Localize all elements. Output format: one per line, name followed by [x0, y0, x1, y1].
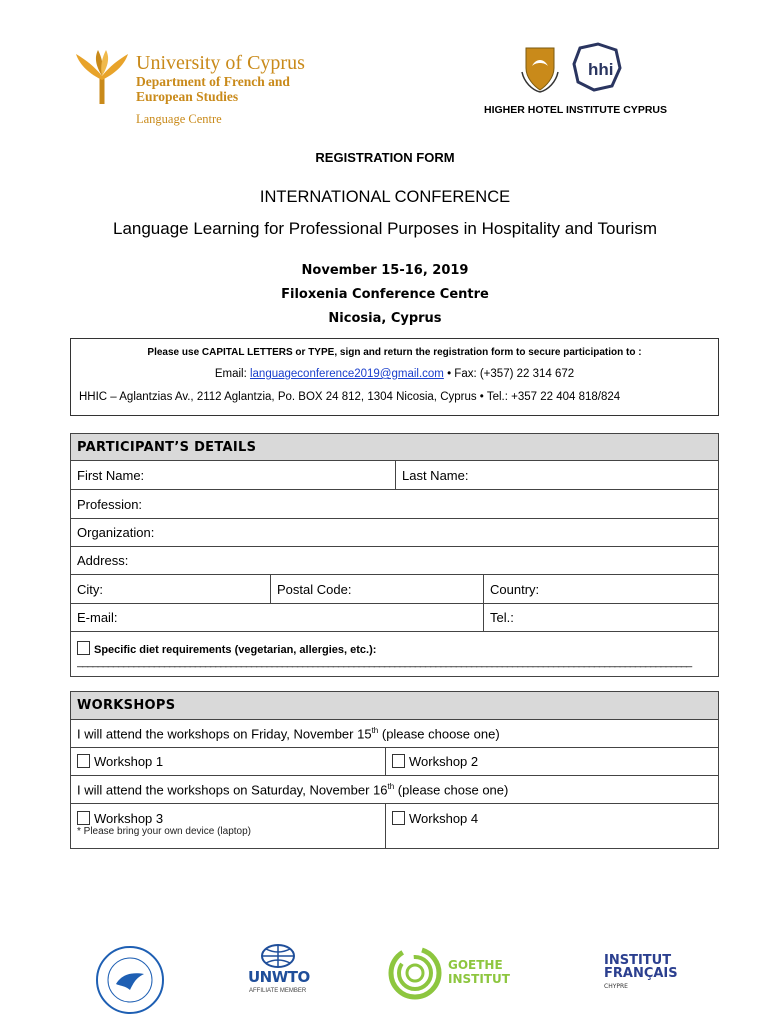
dove-seal-icon: [90, 944, 170, 1016]
email-prefix: Email:: [214, 368, 250, 380]
uc-title: University of Cyprus: [136, 52, 305, 74]
friday-post: (please choose one): [378, 726, 500, 742]
institut-francais-logo: [604, 954, 684, 994]
workshops-heading: WORKSHOPS: [71, 692, 719, 720]
uc-dept-line1: Department of French and: [136, 74, 290, 89]
workshop3-label: Workshop 3: [94, 811, 164, 826]
workshop3-option[interactable]: [71, 804, 386, 849]
saturday-sup: th: [387, 781, 395, 791]
workshop3-checkbox[interactable]: [77, 811, 90, 825]
workshop2-label: Workshop 2: [409, 754, 479, 769]
uc-dept-line2: European Studies: [136, 89, 239, 104]
university-of-cyprus-text: [136, 52, 305, 127]
hhic-caption: HIGHER HOTEL INSTITUTE CYPRUS: [484, 104, 667, 116]
conference-venue: Filoxenia Conference Centre: [281, 287, 489, 302]
hhic-logos: [520, 42, 630, 94]
saturday-post: (please chose one): [394, 782, 509, 798]
workshop1-label: Workshop 1: [94, 754, 164, 769]
saturday-line: [71, 776, 719, 804]
workshop1-option[interactable]: [71, 748, 386, 776]
goethe-institut-logo: [388, 944, 508, 1004]
registration-form-title: REGISTRATION FORM: [315, 150, 455, 165]
workshop4-checkbox[interactable]: [392, 811, 405, 825]
goethe-swirl-icon: [388, 946, 442, 1000]
goethe-line2: INSTITUT: [448, 972, 510, 986]
participant-details-table: [70, 433, 719, 677]
city-field[interactable]: City:: [71, 575, 271, 604]
unwto-text: UNWTO: [248, 968, 310, 986]
unwto-logo: [246, 944, 316, 1004]
diet-row: [71, 632, 719, 677]
fax-text: • Fax: (+357) 22 314 672: [443, 368, 575, 380]
tel-field[interactable]: Tel.:: [484, 604, 719, 632]
workshops-table: [70, 691, 719, 849]
instruction-box: [70, 338, 719, 416]
conference-city: Nicosia, Cyprus: [328, 311, 442, 326]
if-line1: INSTITUT: [604, 953, 672, 968]
conference-subtitle: Language Learning for Professional Purposes in Hospitality and Tourism: [112, 219, 657, 238]
if-line3: CHYPRE: [604, 983, 628, 990]
friday-text: I will attend the workshops on Friday, November 15: [77, 726, 372, 742]
last-name-field[interactable]: Last Name:: [396, 461, 719, 490]
if-line2: FRANÇAIS: [604, 966, 678, 981]
instruction-text: Please use CAPITAL LETTERS or TYPE, sign and return the registration form to secure participation to :: [147, 347, 642, 358]
friday-sup: th: [371, 725, 379, 735]
address-field[interactable]: Address:: [71, 547, 719, 575]
conference-title: INTERNATIONAL CONFERENCE: [259, 188, 511, 206]
laptop-note: * Please bring your own device (laptop): [77, 826, 251, 837]
svg-text:hhi: hhi: [588, 60, 614, 79]
first-name-field[interactable]: First Name:: [71, 461, 396, 490]
unwto-sub: AFFILIATE MEMBER: [249, 988, 307, 994]
workshop4-label: Workshop 4: [409, 811, 479, 826]
diet-label: Specific diet requirements (vegetarian, allergies, etc.):: [94, 643, 377, 656]
olive-tree-icon: [72, 48, 132, 106]
contact-line: [71, 368, 718, 380]
workshop2-option[interactable]: [386, 748, 719, 776]
uc-language-centre: Language Centre: [136, 112, 222, 126]
workshop4-option[interactable]: [386, 804, 719, 849]
workshop2-checkbox[interactable]: [392, 754, 405, 768]
country-field[interactable]: Country:: [484, 575, 719, 604]
email-field[interactable]: E-mail:: [71, 604, 484, 632]
cyprus-emblem-icon: [520, 42, 630, 94]
address-line: HHIC – Aglantzias Av., 2112 Aglantzia, Po. BOX 24 812, 1304 Nicosia, Cyprus • Tel.: +357 22 404 818/824: [79, 391, 621, 403]
profession-field[interactable]: Profession:: [71, 490, 719, 519]
participant-heading: PARTICIPANT’S DETAILS: [71, 434, 719, 461]
globe-icon: [258, 944, 298, 968]
saturday-text: I will attend the workshops on Saturday, November 16: [77, 782, 388, 798]
friday-line: [71, 720, 719, 748]
postal-code-field[interactable]: Postal Code:: [271, 575, 484, 604]
goethe-text: [448, 958, 510, 986]
conference-date: November 15-16, 2019: [301, 263, 469, 278]
diet-underline[interactable]: ________________________________________________________________________________________________________________________: [77, 655, 692, 668]
email-link[interactable]: languageconference2019@gmail.com: [249, 368, 444, 380]
organization-field[interactable]: Organization:: [71, 519, 719, 547]
goethe-line1: GOETHE: [448, 958, 503, 972]
workshop1-checkbox[interactable]: [77, 754, 90, 768]
rossotrudnichestvo-logo: [90, 944, 170, 1016]
diet-checkbox[interactable]: [77, 641, 90, 655]
